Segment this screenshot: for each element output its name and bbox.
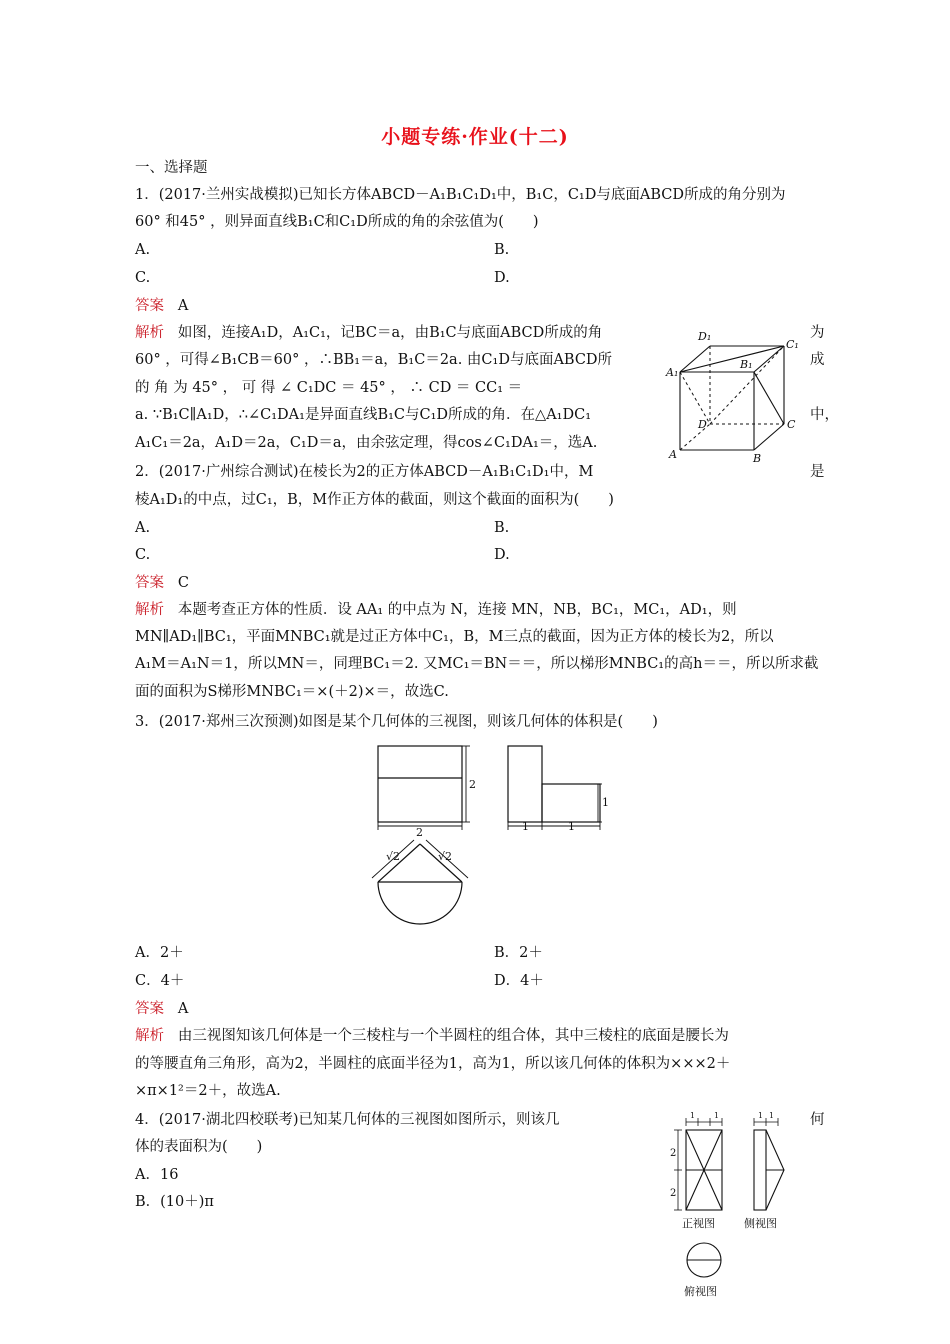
q4-dim-d1: 1 (690, 1112, 696, 1120)
q4-three-view-figure (664, 1112, 814, 1302)
q1-analysis-line1-tail: 为 (810, 325, 825, 341)
analysis-label: 解析 (135, 1028, 164, 1044)
section-heading: 一、选择题 (135, 160, 208, 176)
q1-analysis-line3: 的 角 为 45° ， 可 得 ∠ C₁DC ＝ 45° ， ∴ CD ＝ CC₁ ＝ (135, 380, 523, 396)
q1-answer-value: A (177, 298, 189, 314)
q4-option-b: B．(10＋)π (135, 1194, 214, 1210)
cube-label-d1: D₁ (698, 330, 712, 343)
q4-dim-h2: 2 (670, 1188, 677, 1199)
q3-option-b: B．2＋ (494, 945, 543, 961)
q1-option-a: A. (135, 242, 151, 258)
q2-answer (135, 573, 189, 593)
q3-dim-side-w1: 1 (522, 820, 529, 833)
q1-analysis-line2: 60° ，可得∠B₁CB＝60° ，∴BB₁＝a，B₁C＝2a. 由C₁D与底面ABCD所 (135, 352, 613, 368)
page-title: 小题专练·作业(十二) (381, 126, 569, 148)
q3-option-c: C．4＋ (135, 973, 185, 989)
q2-stem-line1: 2．(2017·广州综合测试)在棱长为2的正方体ABCD－A₁B₁C₁D₁中，M (135, 464, 594, 480)
q4-option-a: A．16 (135, 1167, 179, 1183)
q2-analysis-line4: 面的面积为S梯形MNBC₁＝×(＋2)×＝，故选C. (135, 684, 449, 700)
q1-stem-line2: 60° 和45° ，则异面直线B₁C和C₁D所成的角的余弦值为( ) (135, 214, 539, 230)
q3-analysis-line1: 解析 由三视图知该几何体是一个三棱柱与一个半圆柱的组合体，其中三棱柱的底面是腰长为 (135, 1028, 729, 1044)
cube-label-b: B (753, 452, 762, 464)
q1-option-b: B. (494, 242, 510, 258)
q3-dim-top-right: √2 (438, 850, 453, 863)
q3-option-d: D．4＋ (494, 973, 544, 989)
q1-analysis-line4: a. ∵B₁C∥A₁D，∴∠C₁DA₁是异面直线B₁C与C₁D所成的角．在△A₁DC₁ (135, 407, 592, 423)
q4-front-view-label: 正视图 (682, 1217, 715, 1230)
q1-analysis-line4-tail: 中， (810, 407, 839, 423)
q2-analysis-line2: MN∥AD₁∥BC₁，平面MNBC₁就是过正方体中C₁，B，M三点的截面，因为正方体的棱长为2，所以 (135, 629, 774, 645)
q1-analysis-line1: 解析 如图，连接A₁D，A₁C₁，记BC＝a，由B₁C与底面ABCD所成的角 (135, 325, 603, 341)
analysis-label: 解析 (135, 325, 164, 341)
q2-analysis-line3: A₁M＝A₁N＝1，所以MN＝，同理BC₁＝2. 又MC₁＝BN＝＝，所以梯形MNBC₁的高h＝＝，所以所求截 (135, 656, 819, 672)
q3-option-a: A．2＋ (135, 945, 184, 961)
q3-stem: 3．(2017·郑州三次预测)如图是某个几何体的三视图，则该几何体的体积是( ) (135, 714, 658, 730)
q2-option-a: A. (135, 520, 151, 536)
q3-answer-value: A (177, 1001, 189, 1017)
q4-stem-line1: 4．(2017·湖北四校联考)已知某几何体的三视图如图所示，则该几 (135, 1112, 560, 1128)
q1-answer (135, 296, 188, 316)
q2-option-b: B. (494, 520, 510, 536)
answer-label: 答案 (135, 575, 164, 591)
cube-label-a: A (669, 448, 677, 461)
q3-dim-top-left: √2 (386, 850, 401, 863)
q3-three-view-figure (370, 738, 620, 938)
q4-dim-h1: 2 (670, 1148, 677, 1159)
q3-dim-side-w2: 1 (568, 820, 575, 833)
q3-dim-front-width: 2 (416, 826, 423, 839)
q3-answer (135, 999, 188, 1019)
cube-label-c1: C₁ (786, 338, 799, 351)
q3-analysis-line3: ×π×1²＝2＋，故选A. (135, 1083, 281, 1099)
q4-stem-line2: 体的表面积为( ) (135, 1139, 263, 1155)
q2-stem-line2: 棱A₁D₁的中点，过C₁，B，M作正方体的截面，则这个截面的面积为( ) (135, 492, 614, 508)
cube-label-b1: B₁ (740, 358, 753, 371)
q2-stem-line1-tail: 是 (810, 464, 825, 480)
q4-dim-d4: 1 (769, 1112, 775, 1120)
q1-analysis-line2-tail: 成 (810, 352, 825, 368)
q1-option-d: D. (494, 270, 510, 286)
cube-figure (664, 324, 804, 464)
q1-option-c: C. (135, 270, 151, 286)
answer-label: 答案 (135, 298, 164, 314)
cube-label-d: D (698, 418, 707, 431)
q2-answer-value: C (177, 575, 189, 591)
q1-analysis-line5: A₁C₁＝2a，A₁D＝2a，C₁D＝a，由余弦定理，得cos∠C₁DA₁＝，选A. (135, 435, 598, 451)
q2-analysis-line1: 解析 本题考查正方体的性质．设 AA₁ 的中点为 N，连接 MN，NB，BC₁，MC₁，AD₁，则 (135, 602, 737, 618)
q3-dim-side-height: 1 (602, 796, 609, 809)
analysis-label: 解析 (135, 602, 164, 618)
answer-label: 答案 (135, 1001, 164, 1017)
q4-side-view-label: 侧视图 (744, 1217, 777, 1230)
q2-option-c: C. (135, 547, 151, 563)
q2-option-d: D. (494, 547, 510, 563)
cube-label-a1: A₁ (666, 366, 679, 379)
q4-dim-d3: 1 (758, 1112, 764, 1120)
q3-analysis-line2: 的等腰直角三角形，高为2，半圆柱的底面半径为1，高为1，所以该几何体的体积为×××2＋ (135, 1056, 731, 1072)
q1-stem-line1: 1．(2017·兰州实战模拟)已知长方体ABCD－A₁B₁C₁D₁中，B₁C，C₁D与底面ABCD所成的角分别为 (135, 187, 786, 203)
q4-top-view-label: 俯视图 (684, 1285, 717, 1298)
q4-dim-d2: 1 (714, 1112, 720, 1120)
q4-stem-line1-tail: 何 (810, 1112, 825, 1128)
q3-dim-front-height: 2 (469, 778, 476, 791)
cube-label-c: C (787, 418, 796, 431)
